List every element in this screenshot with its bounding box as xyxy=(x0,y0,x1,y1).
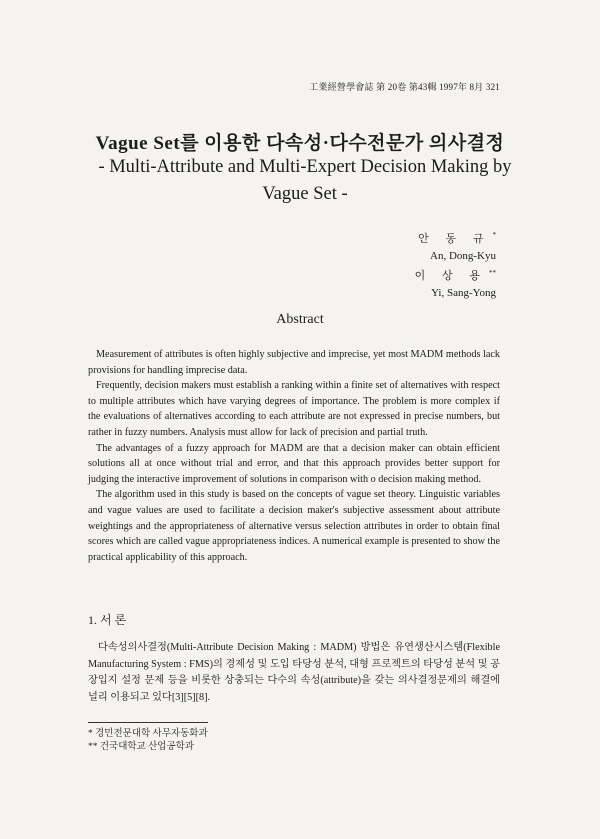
abstract-paragraph: Frequently, decision makers must establish a ranking within a finite set of alternatives with respect to multiple attributes which have varying degrees of importance. The problem is more complex if the evaluations of alternatives according to each attribute are not expressed in precise numbers, but rather in fuzzy numbers. Analysis must allow for lack of precision and partial truth. xyxy=(88,380,500,438)
body-paragraph: 다속성의사결정(Multi-Attribute Decision Making : MADM) 방법은 유연생산시스템(Flexible Manufacturing System : FMS)의 경제성 및 도입 타당성 분석, 대형 프로젝트의 타당성 분석 및 공장입지 설정 문제 등을 비롯한 상충되는 다수의 속성(attribute)을 갖는 의사결정문제의 해결에 널리 이용되고 있다[3][5][8]. xyxy=(88,642,500,703)
abstract-paragraph: The advantages of a fuzzy approach for MADM are that a decision maker can obtain efficient solutions all at once without trial and error, and that this approach provides better support for judging the interactive improvement of solutions in comparison with o decision making method. xyxy=(88,442,500,485)
author-2-korean: 이 상 용 ** xyxy=(414,268,496,283)
footnote-rule xyxy=(88,722,208,723)
footnote-1: * 경민전문대학 사무자동화과 xyxy=(88,729,208,739)
author-1-roman: An, Dong-Kyu xyxy=(430,249,496,262)
english-title-line-2: Vague Set - xyxy=(262,184,348,204)
footnotes xyxy=(88,728,388,754)
running-head: 工業經營學會誌 第 20卷 第43輯 1997年 8月 321 xyxy=(309,82,500,92)
abstract-paragraph: Measurement of attributes is often highly subjective and imprecise, yet most MADM methods lack provisions for handling imprecise data. xyxy=(88,349,500,376)
section-heading: 1. 서 론 xyxy=(88,613,127,627)
abstract-heading: Abstract xyxy=(276,312,324,327)
author-2-roman: Yi, Sang-Yong xyxy=(431,287,496,300)
abstract-paragraph: The algorithm used in this study is based on the concepts of vague set theory. Linguistic variables and vague values are used to facilitate a decision maker's subjective assessment about attribute weightings and the appropriateness of alternative versus selection attributes in order to obtain final scores which are called vague appropriateness indices. A numerical example is presented to show the practical applicability of this approach. xyxy=(88,489,500,563)
section-body xyxy=(88,640,500,706)
english-title xyxy=(70,154,540,208)
footnote-2: ** 건국대학교 산업공학과 xyxy=(88,742,195,752)
author-1-korean: 안 동 규 * xyxy=(418,231,496,245)
korean-title: Vague Set를 이용한 다속성·다수전문가 의사결정 xyxy=(95,133,505,154)
author-1-mark: * xyxy=(492,231,496,239)
author-2-mark: ** xyxy=(489,268,496,277)
english-title-line-1: - Multi-Attribute and Multi-Expert Decision Making by xyxy=(98,157,512,177)
author-block xyxy=(346,227,496,302)
abstract-body xyxy=(88,347,500,565)
